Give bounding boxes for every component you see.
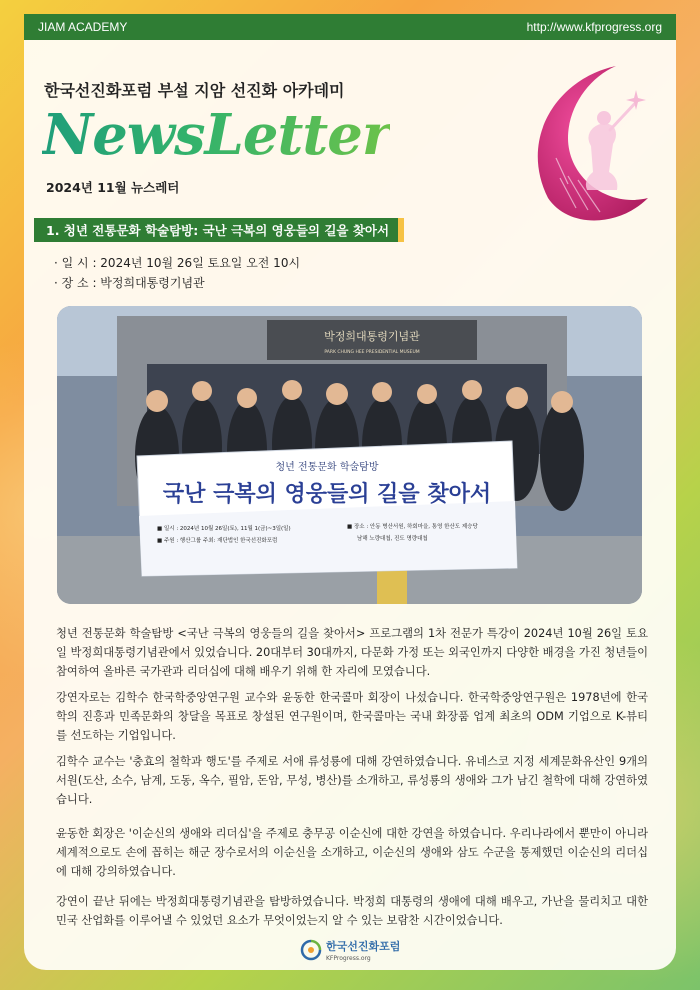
banner-main-text: 국난 극복의 영웅들의 길을 찾아서: [162, 482, 492, 507]
paragraph-3: 김학수 교수는 '충효의 철학과 행도'를 주제로 서애 류성룡에 대해 강연하였습니다. 유네스코 지정 세계문화유산인 9개의 서원(도산, 소수, 남계, 도동, 옥수, 필암, 돈암, 무성, 병산)를 소개하고, 류성룡의 생애와 그가 남긴 철학에 대해 강연하였습니다.: [56, 755, 648, 806]
paragraph-5: 강연이 끝난 뒤에는 박정희대통령기념관을 탐방하였습니다. 박정희 대통령의 생애에 대해 배우고, 가난을 물리치고 대한민국 산업화를 이루어낼 수 있었던 요소가 무엇이었는지 알 수 있는 보람찬 시간이었습니다.: [56, 895, 648, 927]
newsletter-card: [24, 40, 676, 970]
paragraph-2: 강연자로는 김학수 한국학중앙연구원 교수와 윤동한 한국콜마 회장이 나섰습니다. 한국학중앙연구원은 1978년에 한국학의 진흥과 민족문화의 창달을 목표로 창설된 연구원이며, 한국콜마는 국내 화장품 업계 최초의 ODM 기업으로 K-뷰티를 선도하는 기업입니다.: [56, 691, 648, 742]
banner-top-text: 청년 전통문화 학술탐방: [275, 462, 379, 473]
forum-logo-icon: [300, 939, 322, 961]
event-date: · 일 시 : 2024년 10월 26일 토요일 오전 10시: [54, 256, 301, 270]
footer-logo: [300, 938, 400, 962]
banner-date-text: ■ 일시 : 2024년 10월 26일(토), 11월 1(금)~3일(일): [157, 526, 291, 532]
issue-label: 2024년 11월 뉴스레터: [46, 180, 180, 195]
brand-label: JIAM ACADEMY: [38, 20, 128, 34]
paragraph-1: 청년 전통문화 학술탐방 <국난 극복의 영웅들의 길을 찾아서> 프로그램의 1차 전문가 특강이 2024년 10월 26일 토요일 박정희대통령기념관에서 있었습니다. 20대부터 30대까지, 다문화 가정 또는 외국인까지 다양한 배경을 가진 청년들이 참여하여 올바른 국가관과 리더십에 대해 배우기 위해 한 자리에 모였습니다.: [56, 627, 648, 678]
event-banner: [137, 441, 517, 576]
footer-logo-name: 한국선진화포럼: [326, 940, 401, 953]
banner-place-text: ■ 장소 : 안동 병산서원, 하회마을, 통영 한산도 제승당: [347, 524, 478, 530]
section-title-bar: 1. 청년 전통문화 학술탐방: 국난 극복의 영웅들의 길을 찾아서: [34, 218, 398, 242]
banner-host-text: ■ 주원 : 행산그룹 주최: 재단법인 한국선진화포럼: [157, 538, 278, 544]
event-group-photo: [57, 306, 642, 604]
building-sign-en: PARK CHUNG HEE PRESIDENTIAL MUSEUM: [324, 350, 420, 355]
section-accent: [398, 218, 404, 242]
org-title: 한국선진화포럼 부설 지암 선진화 아카데미: [44, 81, 345, 100]
crescent-moon-illustration: [498, 58, 658, 228]
event-place: · 장 소 : 박정희대통령기념관: [54, 276, 205, 290]
site-url[interactable]: http://www.kfprogress.org: [526, 20, 662, 34]
banner-place-text-2: 남해 노량대첩, 진도 명량대첩: [357, 536, 428, 542]
newsletter-logo: NewsLetter: [42, 102, 391, 168]
paragraph-4: 윤동한 회장은 '이순신의 생애와 리더십'을 주제로 충무공 이순신에 대한 강연을 하였습니다. 우리나라에서 뿐만이 아니라 세계적으로도 손에 꼽히는 해군 장수로서의 이순신을 소개하고, 이순신의 생애와 삼도 수군을 통제했던 이순신의 리더십에 대해 강의하였습니다.: [56, 827, 648, 878]
building-sign: 박정희대통령기념관: [324, 330, 420, 343]
top-bar: [24, 14, 676, 40]
footer-logo-sub: KFProgress.org: [326, 955, 371, 962]
